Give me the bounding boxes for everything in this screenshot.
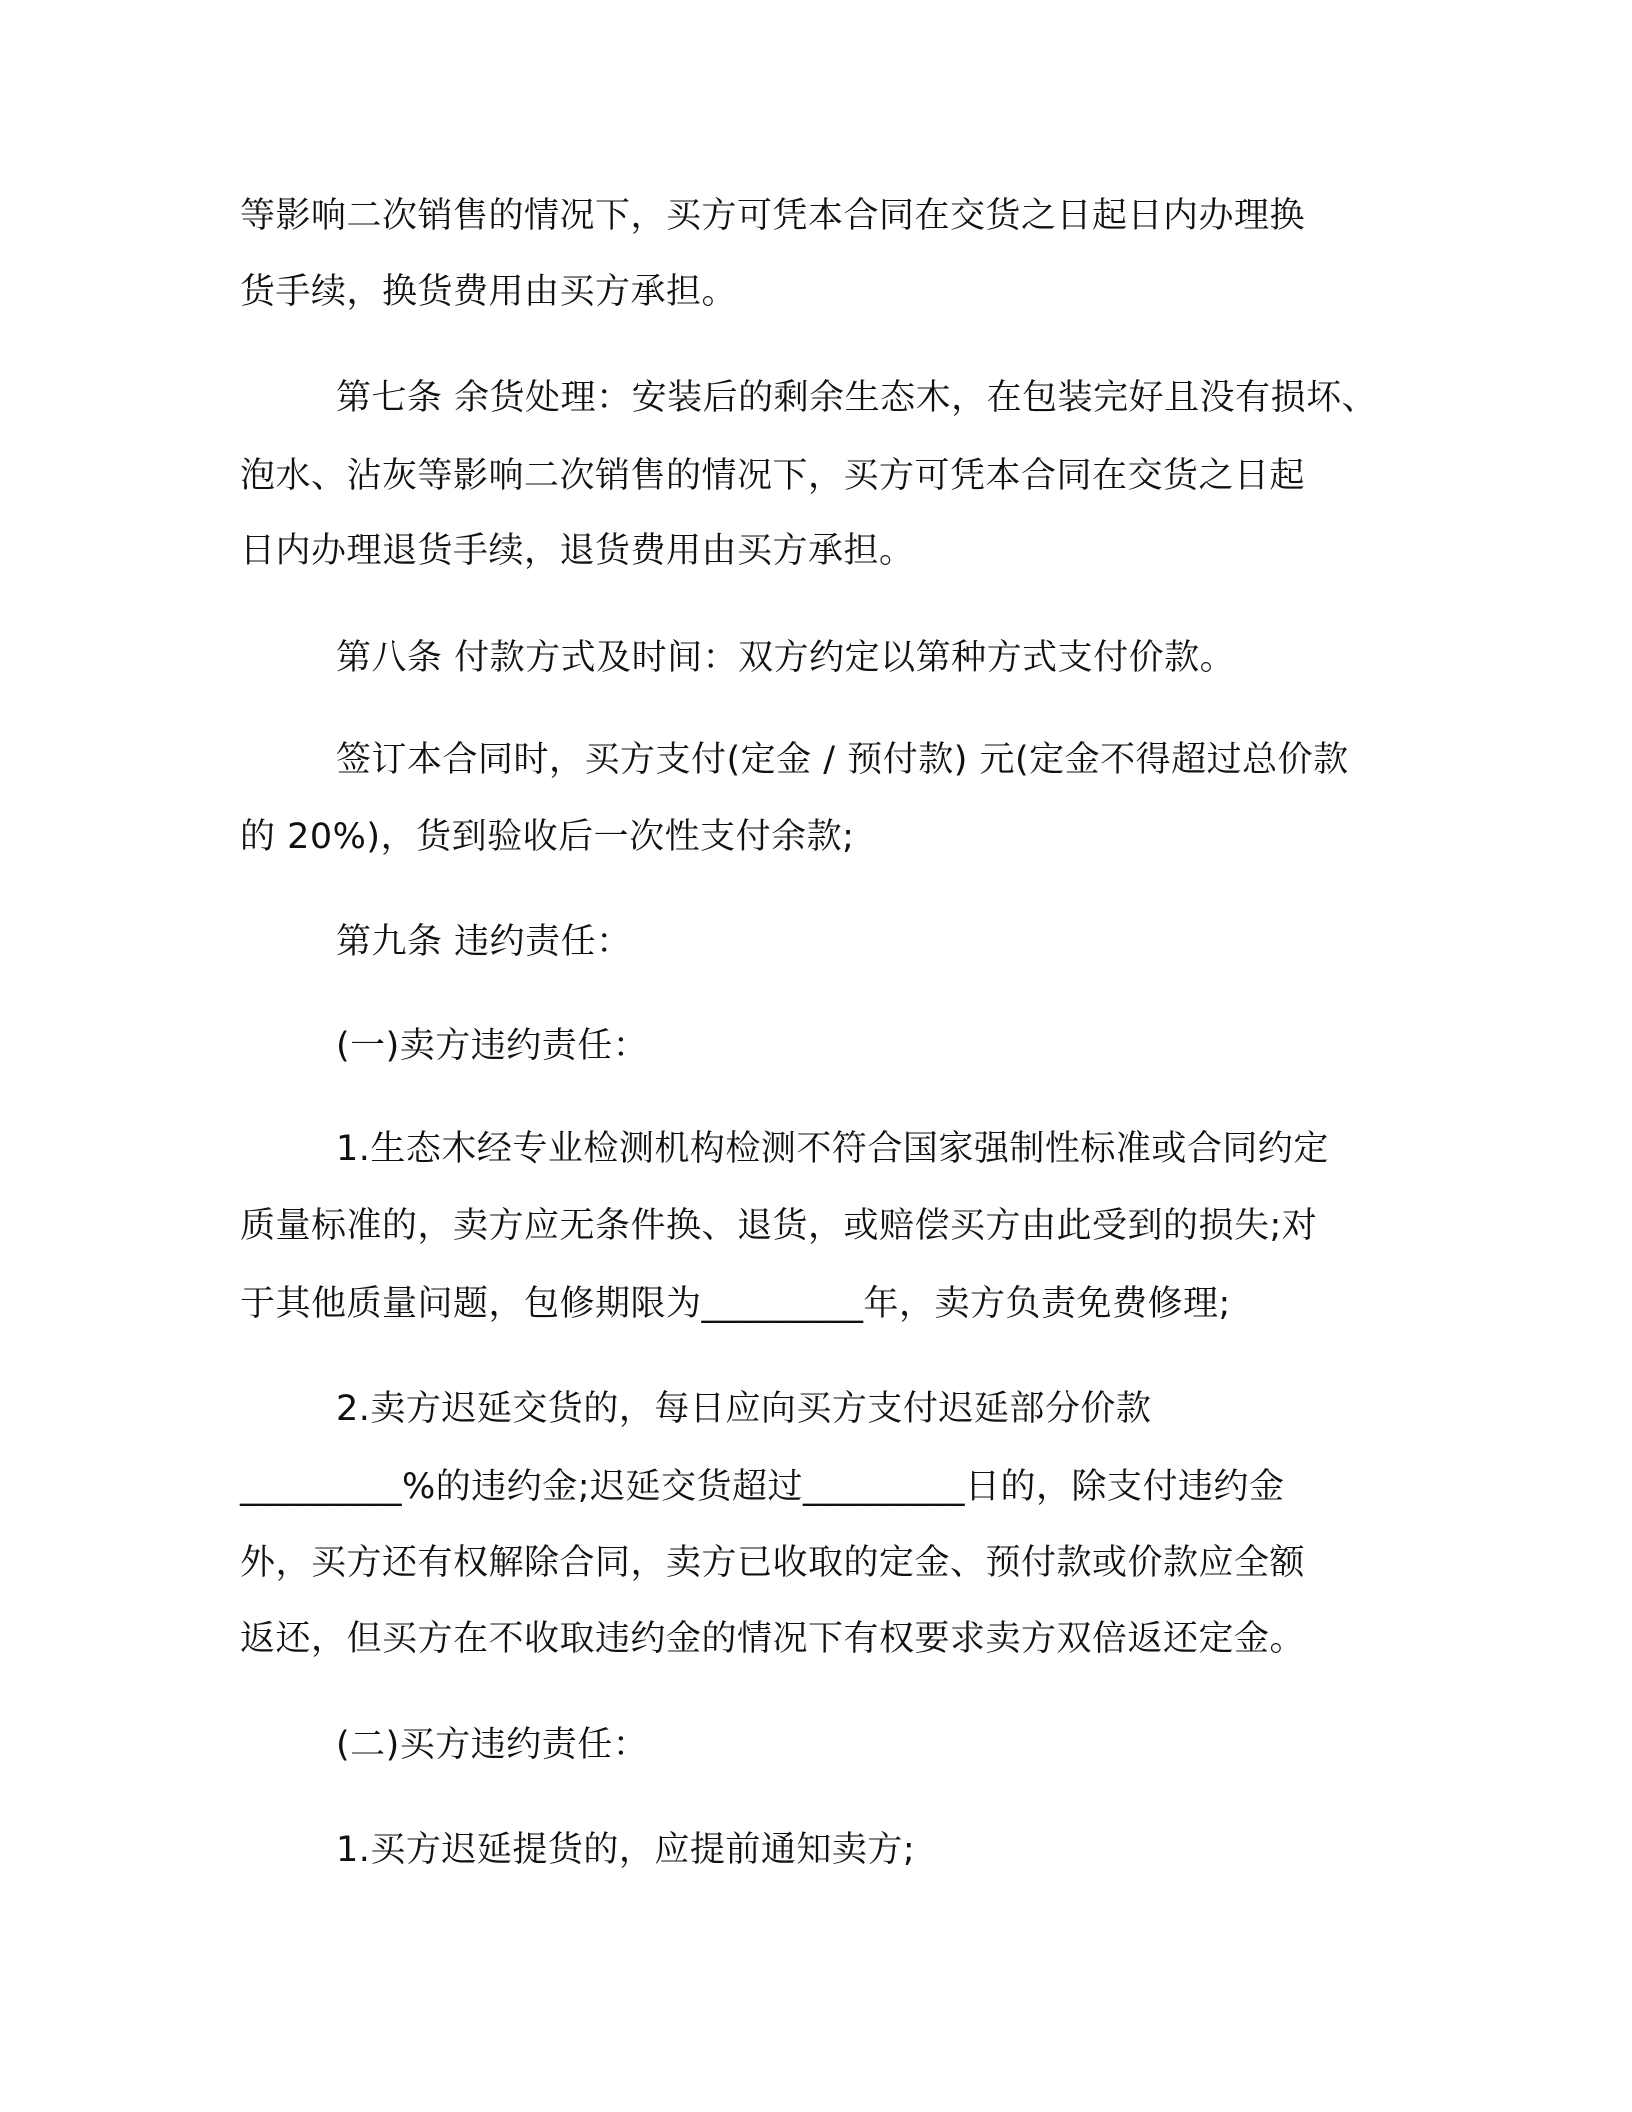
text-line: _________%的违约金;迟延交货超过_________日的，除支付违约金: [240, 1467, 1285, 1507]
text-line: 质量标准的，卖方应无条件换、退货，或赔偿买方由此受到的损失;对: [240, 1206, 1318, 1246]
seller-clause-2: 2.卖方迟延交货的，每日应向买方支付迟延部分价款: [336, 1389, 1152, 1429]
text-line: 日内办理退货手续，退货费用由买方承担。: [240, 531, 915, 571]
article-8-paragraph: 第八条 付款方式及时间：双方约定以第种方式支付价款。: [336, 638, 1236, 678]
payment-paragraph: 签订本合同时，买方支付(定金 / 预付款) 元(定金不得超过总价款: [336, 740, 1349, 780]
buyer-clause-1: 1.买方迟延提货的，应提前通知卖方;: [336, 1830, 916, 1870]
article-9-heading: 第九条 违约责任：: [336, 922, 632, 962]
text-line: 外，买方还有权解除合同，卖方已收取的定金、预付款或价款应全额: [240, 1543, 1306, 1583]
buyer-liability-heading: (二)买方违约责任：: [336, 1725, 649, 1765]
text-line: 货手续，换货费用由买方承担。: [240, 272, 738, 312]
text-line: 返还，但买方在不收取违约金的情况下有权要求卖方双倍返还定金。: [240, 1619, 1306, 1659]
seller-liability-heading: (一)卖方违约责任：: [336, 1026, 649, 1066]
text-line: 等影响二次销售的情况下，买方可凭本合同在交货之日起日内办理换: [240, 196, 1306, 236]
text-line: 于其他质量问题，包修期限为_________年，卖方负责免费修理;: [240, 1284, 1231, 1324]
seller-clause-1: 1.生态木经专业检测机构检测不符合国家强制性标准或合同约定: [336, 1129, 1329, 1169]
text-line: 泡水、沾灰等影响二次销售的情况下，买方可凭本合同在交货之日起: [240, 456, 1306, 496]
article-7-paragraph: 第七条 余货处理：安装后的剩余生态木，在包装完好且没有损坏、: [336, 378, 1378, 418]
text-line: 的 20%)，货到验收后一次性支付余款;: [240, 817, 855, 857]
